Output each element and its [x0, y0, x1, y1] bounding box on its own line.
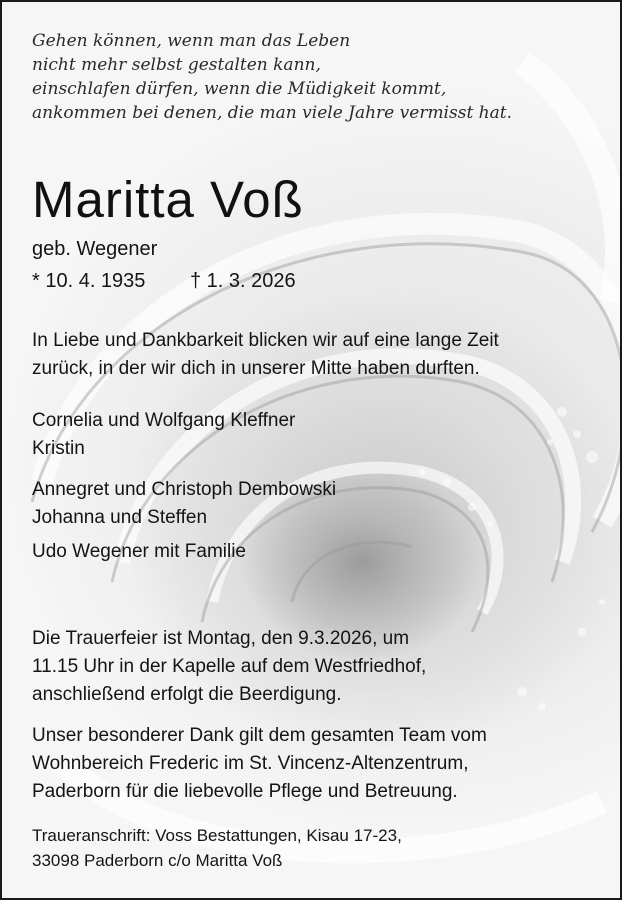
text-line: anschließend erfolgt die Beerdigung.: [32, 684, 342, 705]
text-line: Die Trauerfeier ist Montag, den 9.3.2026, um: [32, 628, 410, 649]
birth-date: * 10. 4. 1935: [32, 270, 146, 292]
mourner-line: Udo Wegener mit Familie: [32, 541, 247, 562]
poem-line: Gehen können, wenn man das Leben: [32, 31, 351, 51]
mourner-group: [32, 538, 246, 566]
poem-line: nicht mehr selbst gestalten kann,: [32, 55, 321, 75]
text-line: In Liebe und Dankbarkeit blicken wir auf eine lange Zeit: [32, 330, 499, 351]
address-line: Traueranschrift: Voss Bestattungen, Kisau 17-23,: [32, 826, 402, 845]
mourner-group: [32, 407, 295, 463]
life-dates: [32, 268, 296, 294]
poem-line: ankommen bei denen, die man viele Jahre vermisst hat.: [32, 103, 513, 123]
text-line: Unser besonderer Dank gilt dem gesamten Team vom: [32, 725, 487, 746]
deceased-name: Maritta Voß: [32, 171, 304, 228]
text-line: 11.15 Uhr in der Kapelle auf dem Westfriedhof,: [32, 656, 427, 677]
poem-line: einschlafen dürfen, wenn die Müdigkeit kommt,: [32, 79, 447, 99]
mourning-address: [32, 823, 402, 873]
memorial-poem: [32, 29, 592, 125]
mourner-line: Kristin: [32, 438, 85, 459]
text-line: zurück, in der wir dich in unserer Mitte haben durften.: [32, 358, 480, 379]
maiden-name: geb. Wegener: [32, 238, 158, 260]
text-line: Wohnbereich Frederic im St. Vincenz-Altenzentrum,: [32, 753, 469, 774]
mourner-line: Johanna und Steffen: [32, 507, 208, 528]
gratitude-text: [32, 327, 499, 383]
text-line: Paderborn für die liebevolle Pflege und Betreuung.: [32, 781, 458, 802]
thanks-text: [32, 722, 487, 806]
death-date: † 1. 3. 2026: [190, 270, 296, 292]
mourner-line: Cornelia und Wolfgang Kleffner: [32, 410, 296, 431]
mourner-line: Annegret und Christoph Dembowski: [32, 479, 337, 500]
mourner-group: [32, 476, 336, 532]
funeral-service-details: [32, 625, 426, 709]
address-line: 33098 Paderborn c/o Maritta Voß: [32, 851, 283, 870]
notice-content: [2, 2, 622, 900]
